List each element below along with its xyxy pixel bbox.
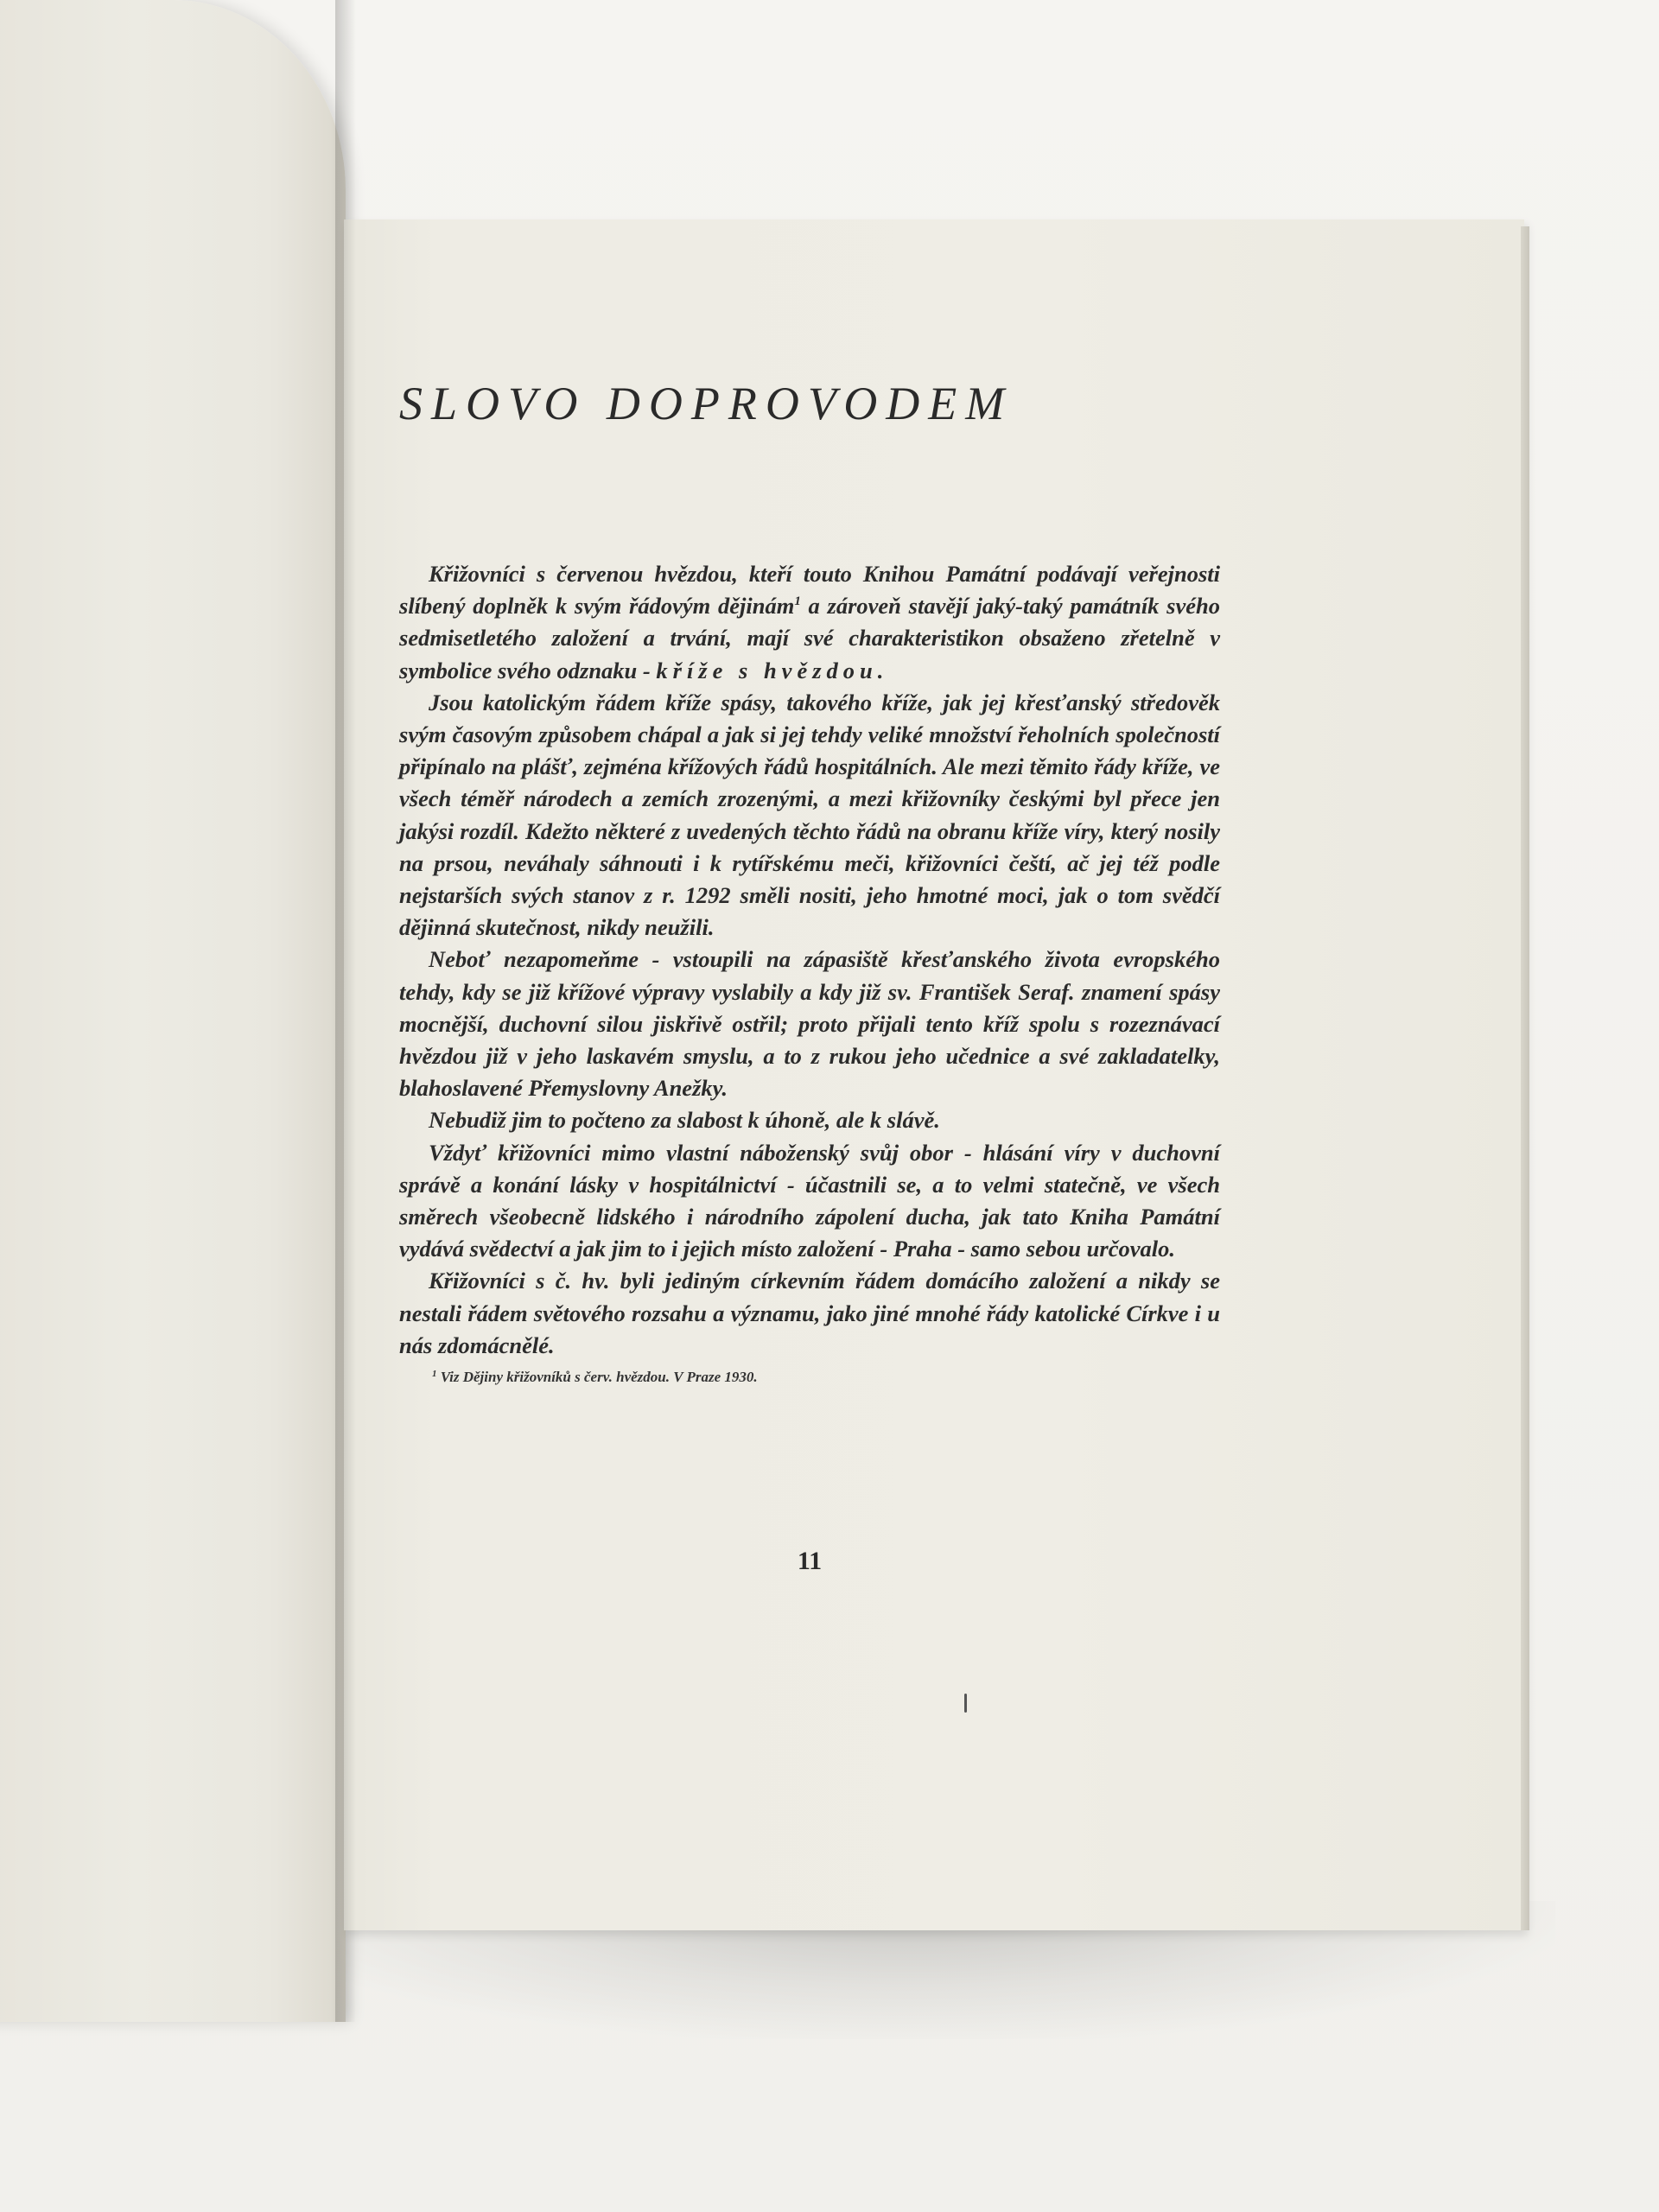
paragraph-5: Vždyť křižovníci mimo vlastní náboženský svůj obor - hlásání víry v duchovní správě a konání lásky v hospitálnictví - účastnili se, a to velmi statečně, ve všech směrech všeobecně lidského i národního zápolení ducha, jak tato Kniha Památní vydává svědectví a jak jim to i jejich místo založení - Praha - samo sebou určovalo. [399, 1139, 1220, 1262]
book-gutter [335, 0, 356, 2022]
paragraph-1-end: . [877, 657, 884, 683]
footnote-mark: 1 [432, 1369, 437, 1380]
page-edge [1521, 226, 1529, 1930]
paragraph-2: Jsou katolickým řádem kříže spásy, takového kříže, jak jej křesťanský středověk svým časovým způsobem chápal a jak si jej tehdy veliké množství řeholních společností připínalo na plášť, zejména křížových řádů hospitálních. Ale mezi těmito řády kříže, ve všech téměř národech a zemích zrozenými, a mezi křižovníky českými byl přece jen jakýsi rozdíl. Kdežto některé z uvedených těchto řádů na obranu kříže víry, který nosily na prsou, neváhaly sáhnouti i k rytířskému meči, křižovníci čeští, ač jej též podle nejstarších svých stanov z r. 1292 směli nositi, jeho hmotné moci, jak o tom svědčí dějinná skutečnost, nikdy neužili. [399, 689, 1220, 941]
page-content [399, 378, 1220, 1575]
footnote-text: Viz Dějiny křižovníků s červ. hvězdou. V Praze 1930. [436, 1369, 758, 1386]
paragraph-1-text-before: Křižovníci s červenou hvězdou, kteří touto Knihou Památní podávají veřejnosti slíbený doplněk k svým řádovým dějinám [399, 561, 1220, 620]
page-title: SLOVO DOPROVODEM [399, 378, 1014, 429]
body-text [399, 558, 1220, 1362]
left-page-curl [0, 0, 346, 2022]
paper-mark [964, 1694, 967, 1713]
paragraph-1 [399, 558, 1220, 687]
paragraph-1-text-after: a zároveň stavějí jaký-taký památník svého sedmisetletého založení a trvání, mají své charakteristikon obsaženo zřetelně v symbolice svého odznaku - [399, 593, 1220, 683]
paragraph-6: Křižovníci s č. hv. byli jediným církevním řádem domácího založení a nikdy se nestali řádem světového rozsahu a významu, jako jiné mnohé řády katolické Církve i u nás zdomácnělé. [399, 1268, 1220, 1358]
paragraph-4: Nebudiž jim to počteno za slabost k úhoně, ale k slávě. [429, 1107, 940, 1134]
footnote [399, 1369, 1220, 1386]
page-number: 11 [797, 1547, 823, 1575]
paragraph-3: Neboť nezapomeňme - vstoupili na zápasiště křesťanského života evropského tehdy, kdy se již křížové výpravy vyslabily a kdy již sv. František Seraf. znamení spásy mocnější, duchovní silou jiskřivě ostřil; proto přijali tento kříž spolu s rozeznávací hvězdou již v jeho laskavém smyslu, a to z rukou jeho učednice a své zakladatelky, blahoslavené Přemyslovny Anežky. [399, 946, 1220, 1102]
footnote-reference: 1 [794, 594, 801, 609]
spaced-emphasis: kříže s hvězdou [656, 657, 878, 683]
